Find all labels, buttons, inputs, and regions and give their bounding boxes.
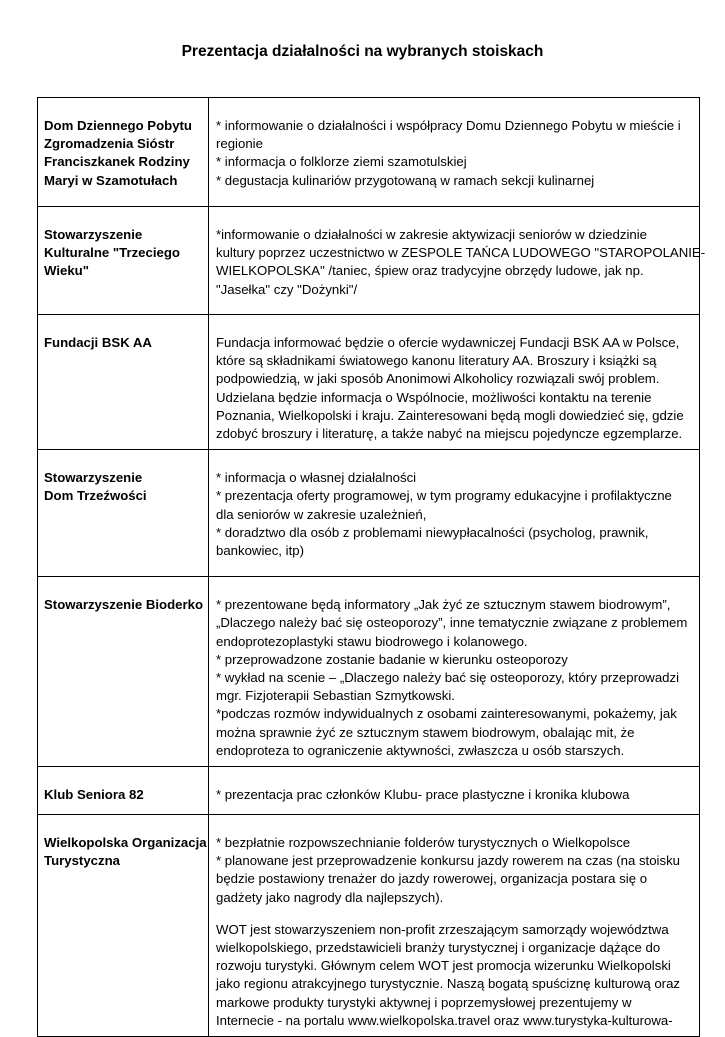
- description-paragraph-line: markowe produkty turystyki aktywnej i poprzemysłowej prezentujemy w: [216, 994, 632, 1010]
- description-line: * wykład na scenie – „Dlaczego należy bać się osteoporozy, który przeprowadzi: [216, 670, 680, 686]
- description-cell: [209, 767, 700, 815]
- description-paragraph-line: Internecie - na portalu www.wielkopolska.travel oraz www.turystyka-kulturowa-: [216, 1012, 673, 1028]
- description-line: zdobyć broszury i literaturę, a także nabyć na miejscu pojedyncze egzemplarze.: [216, 426, 683, 442]
- description-line: * informacja o własnej działalności: [216, 470, 417, 486]
- description-line: „Dlaczego należy bać się osteoporozy”, inne tematycznie związane z problemem: [216, 615, 688, 631]
- description-line: * prezentacja oferty programowej, w tym programy edukacyjne i profilaktyczne: [216, 488, 672, 504]
- description-line: * informacja o folklorze ziemi szamotulskiej: [216, 154, 467, 170]
- organization-cell: [38, 767, 209, 815]
- organization-name-line: Wieku": [44, 263, 89, 279]
- description-line: * bezpłatnie rozpowszechnianie folderów turystycznych o Wielkopolsce: [216, 835, 631, 851]
- table-row: [38, 315, 700, 450]
- stands-table-body: [38, 98, 706, 1037]
- description-line: * informowanie o działalności i współpracy Domu Dziennego Pobytu w mieście i: [216, 118, 681, 133]
- description-line: można sprawnie żyć ze sztucznym stawem biodrowym, obalając mit, że: [216, 724, 635, 740]
- organization-name-line: Dom Trzeźwości: [44, 488, 147, 504]
- description-line: * doradztwo dla osób z problemami niewypłacalności (psycholog, prawnik,: [216, 524, 649, 540]
- description-line: WIELKOPOLSKA" /taniec, śpiew oraz tradycyjne obrzędy ludowe, jak np.: [216, 263, 644, 279]
- table-row: [38, 815, 700, 1037]
- description-cell: [209, 450, 700, 577]
- description-paragraph-line: WOT jest stowarzyszeniem non-profit zrzeszającym samorządy województwa: [216, 921, 669, 937]
- organization-name-line: Stowarzyszenie Bioderko: [44, 597, 204, 613]
- description-line: kultury poprzez uczestnictwo w ZESPOLE TAŃCA LUDOWEGO "STAROPOLANIE-: [216, 245, 706, 261]
- description-paragraph-line: rozwoju turystyki. Głównym celem WOT jest promocja wizerunku Wielkopolski: [216, 958, 671, 974]
- organization-cell: [38, 207, 209, 315]
- description-line: * przeprowadzone zostanie badanie w kierunku osteoporozy: [216, 651, 568, 667]
- organization-name-line: Wielkopolska Organizacja: [44, 835, 207, 851]
- table-row: [38, 767, 700, 815]
- description-line: *podczas rozmów indywidualnych z osobami zainteresowanymi, pokażemy, jak: [216, 706, 677, 722]
- organization-name-line: Stowarzyszenie: [44, 470, 143, 486]
- description-paragraph-line: wielkopolskiego, przedstawicieli branży turystycznej i organizacje dążące do: [216, 940, 661, 956]
- description-cell: [209, 815, 700, 1037]
- organization-name-line: Maryi w Szamotułach: [44, 172, 178, 188]
- organization-name-line: Klub Seniora 82: [44, 787, 144, 803]
- organization-name-line: Kulturalne "Trzeciego: [44, 245, 180, 261]
- description-line: gadżety jako nagrody dla najlepszych).: [216, 889, 444, 905]
- description-line: * planowane jest przeprowadzenie konkursu jazdy rowerem na czas (na stoisku: [216, 853, 680, 869]
- table-row: [38, 450, 700, 577]
- organization-cell: [38, 450, 209, 577]
- page-title: Prezentacja działalności na wybranych stoiskach: [181, 43, 544, 60]
- table-row: [38, 577, 700, 767]
- description-line: które są składnikami światowego kanonu literatury AA. Broszury i książki są: [216, 353, 657, 369]
- organization-cell: [38, 315, 209, 450]
- description-line: * prezentowane będą informatory „Jak żyć ze sztucznym stawem biodrowym”,: [216, 597, 671, 613]
- description-paragraph-line: jako regionu atrakcyjnego turystycznie. Naszą bogatą spuściznę kulturową oraz: [216, 976, 681, 992]
- organization-name-line: Fundacji BSK AA: [44, 335, 152, 350]
- paragraph-gap: [216, 907, 693, 921]
- organization-name-line: Zgromadzenia Sióstr: [44, 136, 175, 152]
- description-line: podpowiedzią, w jaki sposób Anonimowi Alkoholicy rozwiązali swój problem.: [216, 371, 660, 387]
- description-line: *informowanie o działalności w zakresie aktywizacji seniorów w dziedzinie: [216, 227, 647, 242]
- description-line: będzie postawiony trenażer do jazdy rowerowej, organizacja postara się o: [216, 871, 648, 887]
- description-line: Poznania, Wielkopolski i kraju. Zainteresowani będą mogli dowiedzieć się, gdzie: [216, 407, 684, 423]
- description-cell: [209, 577, 700, 767]
- description-line: endoprotezoplastyki stawu biodrowego i kolanowego.: [216, 633, 528, 649]
- stands-table: [37, 97, 706, 1037]
- organization-cell: [38, 577, 209, 767]
- organization-name-line: Dom Dziennego Pobytu: [44, 118, 192, 133]
- description-line: Fundacja informować będzie o ofercie wydawniczej Fundacji BSK AA w Polsce,: [216, 335, 680, 350]
- description-cell: [209, 207, 706, 315]
- organization-name-line: Turystyczna: [44, 853, 120, 869]
- description-line: endoproteza to ograniczenie aktywności, zwłaszcza u osób starszych.: [216, 742, 625, 758]
- description-line: mgr. Fizjoterapii Sebastian Szmytkowski.: [216, 688, 455, 704]
- description-line: * degustacja kulinariów przygotowaną w ramach sekcji kulinarnej: [216, 172, 595, 188]
- organization-cell: [38, 98, 209, 207]
- description-line: Udzielana będzie informacja o Wspólnocie, możliwości kontaktu na terenie: [216, 389, 652, 405]
- description-line: bankowiec, itp): [216, 543, 304, 559]
- description-line: regionie: [216, 136, 263, 152]
- table-row: [38, 98, 700, 207]
- description-line: "Jasełka" czy "Dożynki"/: [216, 281, 358, 297]
- description-line: dla seniorów w zakresie uzależnień,: [216, 506, 427, 522]
- table-row: [38, 207, 700, 315]
- description-cell: [209, 98, 700, 207]
- description-cell: [209, 315, 700, 450]
- organization-cell: [38, 815, 209, 1037]
- description-line: * prezentacja prac członków Klubu- prace plastyczne i kronika klubowa: [216, 787, 630, 803]
- organization-name-line: Stowarzyszenie: [44, 227, 143, 242]
- organization-name-line: Franciszkanek Rodziny: [44, 154, 190, 170]
